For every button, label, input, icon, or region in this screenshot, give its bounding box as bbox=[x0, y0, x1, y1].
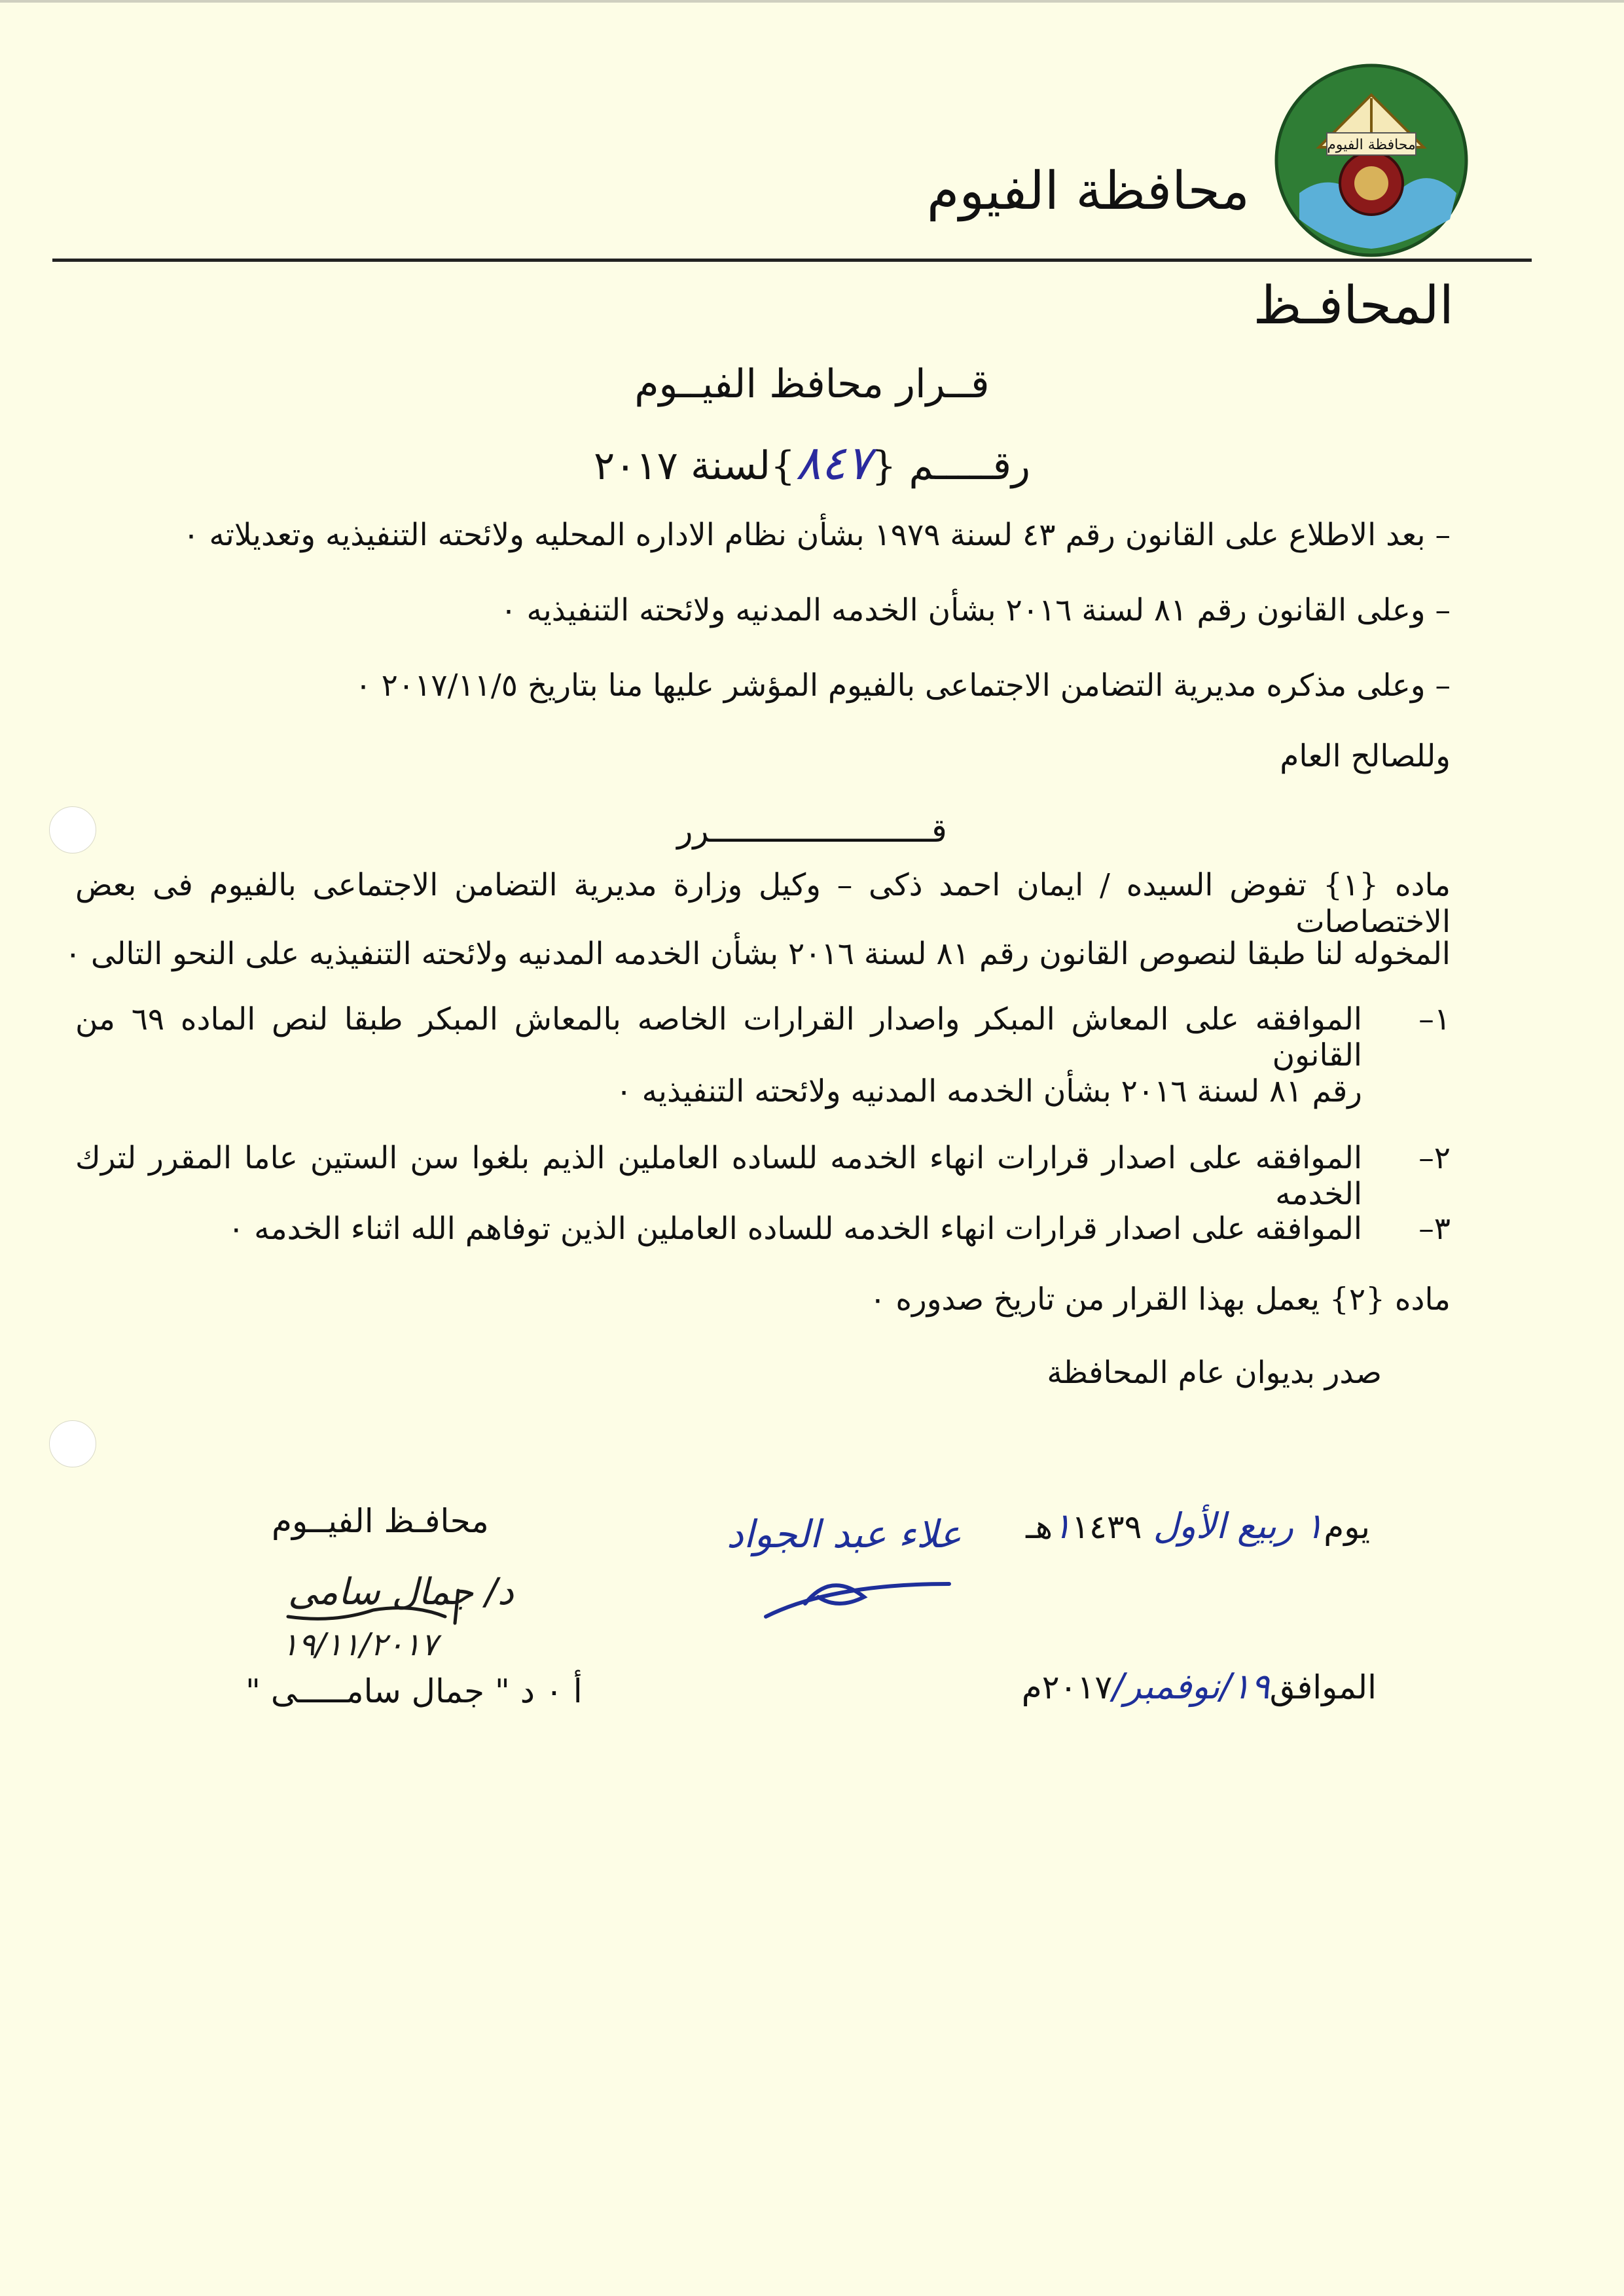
decree-number-handwritten: ٨٤٧ bbox=[795, 435, 872, 490]
item-1-line-1: الموافقه على المعاش المبكر واصدار القرارات الخاصه بالمعاش المبكر طبقا لنص الماده ٦٩ من القانون bbox=[75, 1001, 1362, 1073]
item-2-line-1: الموافقه على اصدار قرارات انهاء الخدمه للساده العاملين الذيم بلغوا سن الستين عاما المقرر لترك الخدمه bbox=[75, 1140, 1362, 1212]
logo-label: محافظة الفيوم bbox=[1327, 137, 1416, 153]
governor-signature-date: ١٩/١١/٢٠١٧ bbox=[281, 1626, 438, 1663]
item-3-number: ٣– bbox=[1418, 1211, 1451, 1247]
decree-number-prefix: رقـــــم { bbox=[871, 443, 1030, 489]
day-label: يوم bbox=[1324, 1508, 1370, 1546]
punch-hole-bottom bbox=[49, 1420, 96, 1467]
decides-heading: قـــــــــــــــــــــــرر bbox=[677, 812, 947, 850]
preamble-line-2: – وعلى القانون رقم ٨١ لسنة ٢٠١٦ بشأن الخدمه المدنيه ولائحته التنفيذيه ٠ bbox=[500, 592, 1451, 628]
hijri-date bbox=[1026, 1505, 1370, 1547]
decree-number-line bbox=[0, 435, 1624, 490]
item-2-number: ٢– bbox=[1418, 1140, 1451, 1176]
gregorian-date-handwritten: ١٩/نوفمبر/ bbox=[1112, 1666, 1270, 1707]
preamble-line-3: – وعلى مذكره مديرية التضامن الاجتماعى بالفيوم المؤشر عليها منا بتاريخ ٢٠١٧/١١/٥ ٠ bbox=[355, 668, 1451, 704]
hijri-date-handwritten: ١ ربيع الأول ١ bbox=[1053, 1505, 1324, 1547]
article1-line-1: ماده {١} تفوض السيده / ايمان احمد ذكى – وكيل وزارة مديرية التضامن الاجتماعى بالفيوم فى بعض الاختصاصات bbox=[75, 867, 1451, 941]
article2-line: ماده {٢} يعمل بهذا القرار من تاريخ صدوره ٠ bbox=[869, 1282, 1451, 1318]
page-top-edge bbox=[0, 0, 1624, 3]
header-divider bbox=[52, 259, 1532, 262]
greg-label: الموافق bbox=[1269, 1668, 1377, 1706]
item-1-line-2: رقم ٨١ لسنة ٢٠١٦ بشأن الخدمه المدنيه ولائحته التنفيذيه ٠ bbox=[615, 1073, 1362, 1109]
item-1-number: ١– bbox=[1418, 1001, 1451, 1037]
issued-at-line: صدر بديوان عام المحافظة bbox=[1047, 1355, 1382, 1391]
governorate-name: محافظة الفيوم bbox=[926, 160, 1250, 221]
hijri-year: ١٤٣٩هـ bbox=[1026, 1508, 1142, 1546]
preamble-line-1: – بعد الاطلاع على القانون رقم ٤٣ لسنة ١٩٧٩ بشأن نظام الاداره المحليه ولائحته التنفيذيه وتعديلاته ٠ bbox=[183, 517, 1451, 553]
article1-line-2: المخوله لنا طبقا لنصوص القانون رقم ٨١ لسنة ٢٠١٦ بشأن الخدمه المدنيه ولائحته التنفيذيه على النحو التالى ٠ bbox=[64, 936, 1451, 972]
gregorian-date bbox=[1022, 1666, 1377, 1707]
greg-year: ٢٠١٧م bbox=[1021, 1668, 1113, 1706]
decree-number-suffix: }لسنة ٢٠١٧ bbox=[594, 443, 796, 489]
middle-signature-name: علاء عبد الجواد bbox=[727, 1512, 962, 1556]
middle-signature-scribble-icon bbox=[753, 1558, 962, 1630]
office-title: المحافـظ bbox=[1253, 275, 1454, 336]
governor-signature: د/ جمال سامى bbox=[288, 1571, 514, 1613]
governor-name: أ ٠ د " جمال سامـــــى " bbox=[245, 1672, 583, 1710]
preamble-line-4: وللصالح العام bbox=[1280, 738, 1451, 774]
item-3-line-1: الموافقه على اصدار قرارات انهاء الخدمه للساده العاملين الذين توفاهم الله اثناء الخدمه ٠ bbox=[228, 1211, 1362, 1247]
fayoum-governorate-emblem-icon bbox=[1273, 62, 1470, 259]
decree-title: قــرار محافظ الفيــوم bbox=[634, 361, 990, 407]
governor-title: محافـظ الفيــوم bbox=[272, 1502, 489, 1540]
